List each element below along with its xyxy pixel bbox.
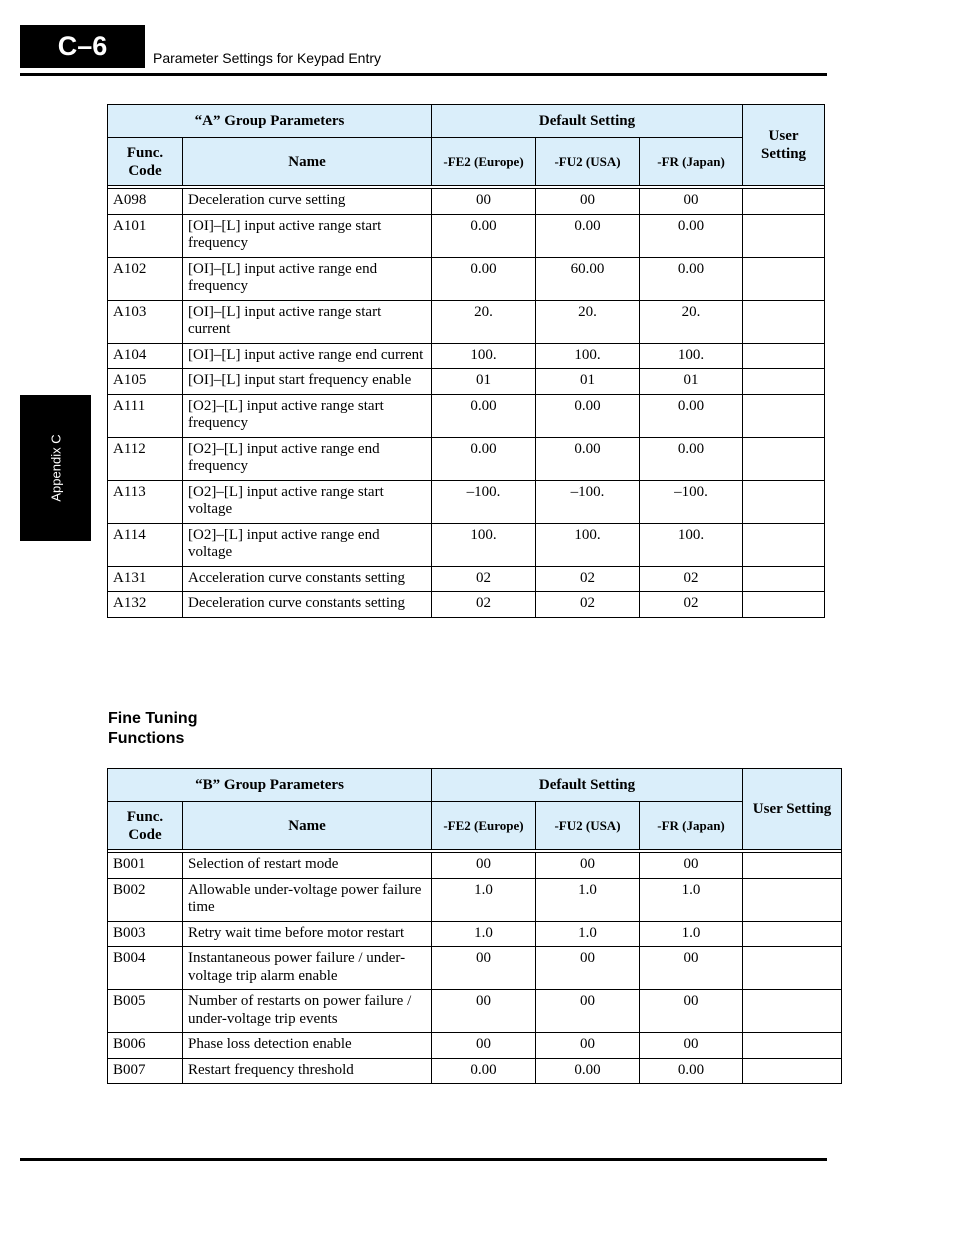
user-setting-cell[interactable]: [743, 300, 825, 343]
name-cell: Retry wait time before motor restart: [183, 921, 432, 947]
fe2-default-cell: 00: [432, 853, 536, 879]
table-row: [108, 1058, 842, 1084]
side-tab: [20, 395, 91, 541]
fr-default-cell: 01: [640, 369, 743, 395]
fr-default-cell: 0.00: [640, 1058, 743, 1084]
name-header: Name: [183, 138, 432, 186]
name-cell: Phase loss detection enable: [183, 1033, 432, 1059]
user-setting-header: User Setting: [743, 105, 825, 186]
user-setting-cell[interactable]: [743, 343, 825, 369]
table-row: [108, 300, 825, 343]
fe2-default-cell: –100.: [432, 480, 536, 523]
func-code-cell: B006: [108, 1033, 183, 1059]
fr-default-cell: 0.00: [640, 394, 743, 437]
fu2-default-cell: 02: [536, 566, 640, 592]
fu2-default-cell: 100.: [536, 523, 640, 566]
table-row: [108, 523, 825, 566]
name-cell: Selection of restart mode: [183, 853, 432, 879]
user-setting-cell[interactable]: [743, 189, 825, 215]
fr-default-cell: 00: [640, 990, 743, 1033]
fr-default-cell: 00: [640, 189, 743, 215]
user-setting-cell[interactable]: [743, 1033, 842, 1059]
section-heading: Fine Tuning Functions: [108, 710, 198, 747]
fr-default-cell: 20.: [640, 300, 743, 343]
fr-default-cell: 02: [640, 592, 743, 618]
name-cell: Allowable under-voltage power failure time: [183, 878, 432, 921]
header-rule: [20, 73, 827, 76]
user-setting-cell[interactable]: [743, 947, 842, 990]
b-group-rows: [108, 853, 842, 1084]
name-cell: Number of restarts on power failure / under-voltage trip events: [183, 990, 432, 1033]
a-group-parameter-table: [107, 104, 825, 618]
fr-default-cell: 0.00: [640, 214, 743, 257]
fr-default-cell: 1.0: [640, 878, 743, 921]
name-cell: Instantaneous power failure / under-voltage trip alarm enable: [183, 947, 432, 990]
fr-default-cell: 00: [640, 947, 743, 990]
func-code-cell: A104: [108, 343, 183, 369]
user-setting-cell[interactable]: [743, 480, 825, 523]
footer-rule: [20, 1158, 827, 1161]
fe2-default-cell: 00: [432, 189, 536, 215]
fe2-default-cell: 0.00: [432, 1058, 536, 1084]
func-code-cell: A103: [108, 300, 183, 343]
func-code-cell: A113: [108, 480, 183, 523]
name-cell: [O2]–[L] input active range end voltage: [183, 523, 432, 566]
fu2-default-cell: 0.00: [536, 214, 640, 257]
fe2-default-cell: 1.0: [432, 878, 536, 921]
name-cell: Acceleration curve constants setting: [183, 566, 432, 592]
default-setting-header: Default Setting: [432, 105, 743, 138]
func-code-cell: B002: [108, 878, 183, 921]
fu2-default-cell: 00: [536, 189, 640, 215]
table-row: [108, 369, 825, 395]
fe2-default-cell: 100.: [432, 523, 536, 566]
table-row: [108, 343, 825, 369]
func-code-cell: A101: [108, 214, 183, 257]
fu2-default-cell: –100.: [536, 480, 640, 523]
fr-default-cell: 02: [640, 566, 743, 592]
table-row: [108, 437, 825, 480]
name-cell: [OI]–[L] input start frequency enable: [183, 369, 432, 395]
fu2-default-cell: 1.0: [536, 878, 640, 921]
user-setting-cell[interactable]: [743, 369, 825, 395]
fu2-default-cell: 00: [536, 1033, 640, 1059]
fe2-default-cell: 0.00: [432, 257, 536, 300]
table-row: [108, 921, 842, 947]
fe2-header: -FE2 (Europe): [432, 138, 536, 186]
func-code-cell: A111: [108, 394, 183, 437]
fe2-default-cell: 0.00: [432, 214, 536, 257]
fr-header: -FR (Japan): [640, 802, 743, 850]
func-code-cell: A114: [108, 523, 183, 566]
fr-default-cell: 100.: [640, 523, 743, 566]
func-code-cell: B007: [108, 1058, 183, 1084]
fu2-default-cell: 00: [536, 947, 640, 990]
fu2-default-cell: 100.: [536, 343, 640, 369]
name-cell: [O2]–[L] input active range end frequency: [183, 437, 432, 480]
fe2-default-cell: 1.0: [432, 921, 536, 947]
name-cell: Deceleration curve setting: [183, 189, 432, 215]
fr-default-cell: –100.: [640, 480, 743, 523]
user-setting-cell[interactable]: [743, 257, 825, 300]
fu2-default-cell: 00: [536, 990, 640, 1033]
name-cell: [O2]–[L] input active range start voltage: [183, 480, 432, 523]
func-code-cell: A131: [108, 566, 183, 592]
name-cell: [OI]–[L] input active range start current: [183, 300, 432, 343]
func-code-header: Func. Code: [108, 138, 183, 186]
table-row: [108, 947, 842, 990]
user-setting-cell[interactable]: [743, 1058, 842, 1084]
table-row: [108, 189, 825, 215]
func-code-cell: A102: [108, 257, 183, 300]
user-setting-cell[interactable]: [743, 990, 842, 1033]
name-cell: [OI]–[L] input active range start frequency: [183, 214, 432, 257]
default-setting-header: Default Setting: [432, 769, 743, 802]
fe2-default-cell: 00: [432, 1033, 536, 1059]
fr-default-cell: 0.00: [640, 257, 743, 300]
user-setting-cell[interactable]: [743, 853, 842, 879]
fe2-default-cell: 02: [432, 566, 536, 592]
fe2-default-cell: 0.00: [432, 437, 536, 480]
func-code-header: Func. Code: [108, 802, 183, 850]
fe2-default-cell: 00: [432, 990, 536, 1033]
name-cell: [OI]–[L] input active range end frequency: [183, 257, 432, 300]
fe2-default-cell: 20.: [432, 300, 536, 343]
fu2-default-cell: 0.00: [536, 437, 640, 480]
func-code-cell: A098: [108, 189, 183, 215]
fr-header: -FR (Japan): [640, 138, 743, 186]
name-cell: Deceleration curve constants setting: [183, 592, 432, 618]
user-setting-cell[interactable]: [743, 566, 825, 592]
user-setting-cell[interactable]: [743, 214, 825, 257]
fe2-default-cell: 00: [432, 947, 536, 990]
user-setting-cell[interactable]: [743, 437, 825, 480]
name-header: Name: [183, 802, 432, 850]
fr-default-cell: 00: [640, 1033, 743, 1059]
fu2-default-cell: 02: [536, 592, 640, 618]
fu2-default-cell: 60.00: [536, 257, 640, 300]
fr-default-cell: 1.0: [640, 921, 743, 947]
table-row: [108, 878, 842, 921]
table-row: [108, 480, 825, 523]
table-row: [108, 257, 825, 300]
name-cell: [OI]–[L] input active range end current: [183, 343, 432, 369]
fr-default-cell: 0.00: [640, 437, 743, 480]
fu2-default-cell: 1.0: [536, 921, 640, 947]
func-code-cell: B001: [108, 853, 183, 879]
user-setting-cell[interactable]: [743, 878, 842, 921]
b-group-parameter-table: [107, 768, 842, 1084]
table-row: [108, 853, 842, 879]
name-cell: [O2]–[L] input active range start frequency: [183, 394, 432, 437]
fr-default-cell: 100.: [640, 343, 743, 369]
fe2-default-cell: 0.00: [432, 394, 536, 437]
fu2-default-cell: 0.00: [536, 1058, 640, 1084]
side-tab-label: Appendix C: [48, 434, 63, 502]
fu2-default-cell: 01: [536, 369, 640, 395]
table-row: [108, 1033, 842, 1059]
func-code-cell: A132: [108, 592, 183, 618]
page-number: C–6: [20, 25, 145, 68]
func-code-cell: B004: [108, 947, 183, 990]
running-title: Parameter Settings for Keypad Entry: [153, 50, 381, 66]
fe2-default-cell: 100.: [432, 343, 536, 369]
func-code-cell: A112: [108, 437, 183, 480]
func-code-cell: B003: [108, 921, 183, 947]
name-cell: Restart frequency threshold: [183, 1058, 432, 1084]
user-setting-cell[interactable]: [743, 921, 842, 947]
fe2-default-cell: 01: [432, 369, 536, 395]
fu2-default-cell: 0.00: [536, 394, 640, 437]
table-row: [108, 394, 825, 437]
fu2-default-cell: 20.: [536, 300, 640, 343]
user-setting-header: User Setting: [743, 769, 842, 850]
a-group-rows: [108, 189, 825, 618]
table-row: [108, 566, 825, 592]
table-row: [108, 990, 842, 1033]
fe2-header: -FE2 (Europe): [432, 802, 536, 850]
fe2-default-cell: 02: [432, 592, 536, 618]
group-header: “B” Group Parameters: [108, 769, 432, 802]
user-setting-cell[interactable]: [743, 394, 825, 437]
func-code-cell: A105: [108, 369, 183, 395]
fr-default-cell: 00: [640, 853, 743, 879]
user-setting-cell[interactable]: [743, 523, 825, 566]
table-row: [108, 214, 825, 257]
fu2-default-cell: 00: [536, 853, 640, 879]
func-code-cell: B005: [108, 990, 183, 1033]
fu2-header: -FU2 (USA): [536, 138, 640, 186]
group-header: “A” Group Parameters: [108, 105, 432, 138]
user-setting-cell[interactable]: [743, 592, 825, 618]
fu2-header: -FU2 (USA): [536, 802, 640, 850]
table-row: [108, 592, 825, 618]
